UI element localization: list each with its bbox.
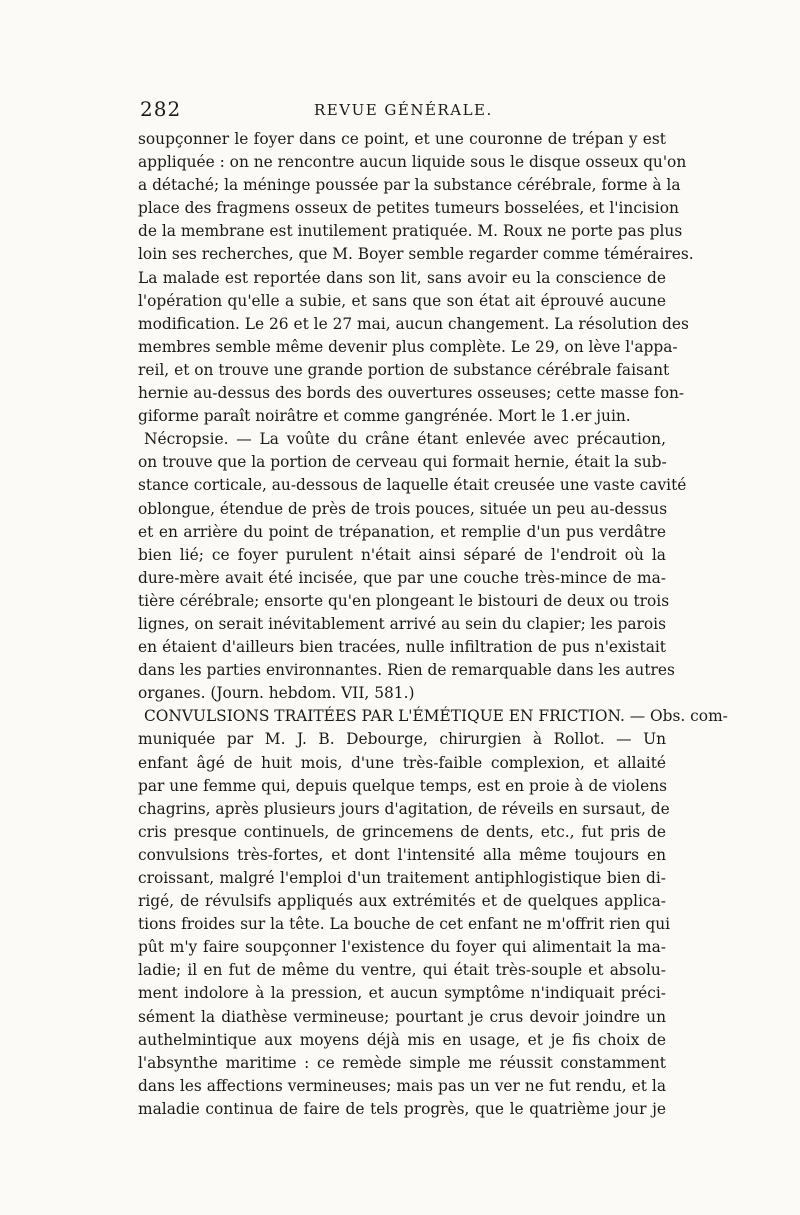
section-heading-convulsions: CONVULSIONS TRAITÉES PAR L'ÉMÉTIQUE EN FRICTION. — Obs. com- (144, 707, 728, 726)
text-line: et en arrière du point de trépanation, et remplie d'un pus verdâtre (138, 522, 666, 541)
body-text (138, 128, 728, 1121)
text-line: appliquée : on ne rencontre aucun liquide sous le disque osseux qu'on (138, 153, 687, 172)
text-line: tions froides sur la tête. La bouche de cet enfant ne m'offrit rien qui (138, 915, 671, 934)
text-line: dans les affections vermineuses; mais pas un ver ne fut rendu, et la (138, 1076, 666, 1095)
text-line: authelmintique aux moyens déjà mis en usage, et je fis choix de (138, 1030, 666, 1049)
running-head: REVUE GÉNÉRALE. (314, 101, 493, 119)
text-line: par une femme qui, depuis quelque temps, est en proie à de violens (138, 776, 668, 795)
text-line: en étaient d'ailleurs bien tracées, nulle infiltration de pus n'existait (138, 638, 666, 657)
text-line: on trouve que la portion de cerveau qui formait hernie, était la sub- (138, 453, 667, 472)
text-line: modification. Le 26 et le 27 mai, aucun changement. La résolution des (138, 314, 689, 333)
text-line: convulsions très-fortes, et dont l'intensité alla même toujours en (138, 845, 666, 864)
text-line: rigé, de révulsifs appliqués aux extrémités et de quelques applica- (138, 892, 666, 911)
text-line: ment indolore à la pression, et aucun symptôme n'indiquait préci- (138, 984, 666, 1003)
text-line: sément la diathèse vermineuse; pourtant je crus devoir joindre un (138, 1007, 666, 1026)
text-line: enfant âgé de huit mois, d'une très-faible complexion, et allaité (138, 753, 666, 772)
text-line: muniquée par M. J. B. Debourge, chirurgien à Rollot. — Un (138, 730, 666, 749)
text-line: tière cérébrale; ensorte qu'en plongeant le bistouri de deux ou trois (138, 591, 670, 610)
text-line: ladie; il en fut de même du ventre, qui était très-souple et absolu- (138, 961, 666, 980)
text-line: a détaché; la méninge poussée par la substance cérébrale, forme à la (138, 176, 681, 195)
text-line: hernie au-dessus des bords des ouvertures osseuses; cette masse fon- (138, 384, 685, 403)
text-line: croissant, malgré l'emploi d'un traitement antiphlogistique bien di- (138, 869, 666, 887)
text-line: cris presque continuels, de grincemens de dents, etc., fut pris de (138, 822, 666, 841)
text-line: membres semble même devenir plus complète. Le 29, on lève l'appa- (138, 337, 678, 356)
text-line: La malade est reportée dans son lit, sans avoir eu la conscience de (138, 268, 666, 287)
text-line: giforme paraît noirâtre et comme gangrénée. Mort le 1.er juin. (138, 407, 631, 426)
text-line: oblongue, étendue de près de trois pouces, située un peu au-dessus (138, 499, 668, 518)
text-line: soupçonner le foyer dans ce point, et une couronne de trépan y est (138, 130, 666, 148)
page-number: 282 (140, 97, 182, 121)
text-line: lignes, on serait inévitablement arrivé au sein du clapier; les parois (138, 614, 666, 633)
text-line: chagrins, après plusieurs jours d'agitation, de réveils en sursaut, de (138, 799, 670, 818)
text-line: organes. (Journ. hebdom. VII, 581.) (138, 684, 415, 703)
text-line: l'absynthe maritime : ce remède simple me réussit constamment (138, 1053, 666, 1072)
text-line: stance corticale, au-dessous de laquelle était creusée une vaste cavité (138, 476, 687, 495)
text-line: bien lié; ce foyer purulent n'était ainsi séparé de l'endroit où la (138, 545, 666, 564)
text-line: de la membrane est inutilement pratiquée. M. Roux ne porte pas plus (138, 222, 683, 241)
page-header (0, 0, 800, 120)
text-line: pût m'y faire soupçonner l'existence du foyer qui alimentait la ma- (138, 938, 666, 957)
text-line: place des fragmens osseux de petites tumeurs bosselées, et l'incision (138, 199, 679, 218)
text-line: loin ses recherches, que M. Boyer semble regarder comme téméraires. (138, 245, 694, 264)
text-line: reil, et on trouve une grande portion de substance cérébrale faisant (138, 360, 670, 379)
paragraph-necropsie: Nécropsie. — La voûte du crâne étant enlevée avec précaution, (144, 430, 666, 449)
text-line: l'opération qu'elle a subie, et sans que son état ait éprouvé aucune (138, 291, 666, 310)
text-line: dans les parties environnantes. Rien de remarquable dans les autres (138, 661, 675, 680)
text-line: dure-mère avait été incisée, que par une couche très-mince de ma- (138, 568, 666, 587)
text-line: maladie continua de faire de tels progrès, que le quatrième jour je (138, 1099, 666, 1118)
